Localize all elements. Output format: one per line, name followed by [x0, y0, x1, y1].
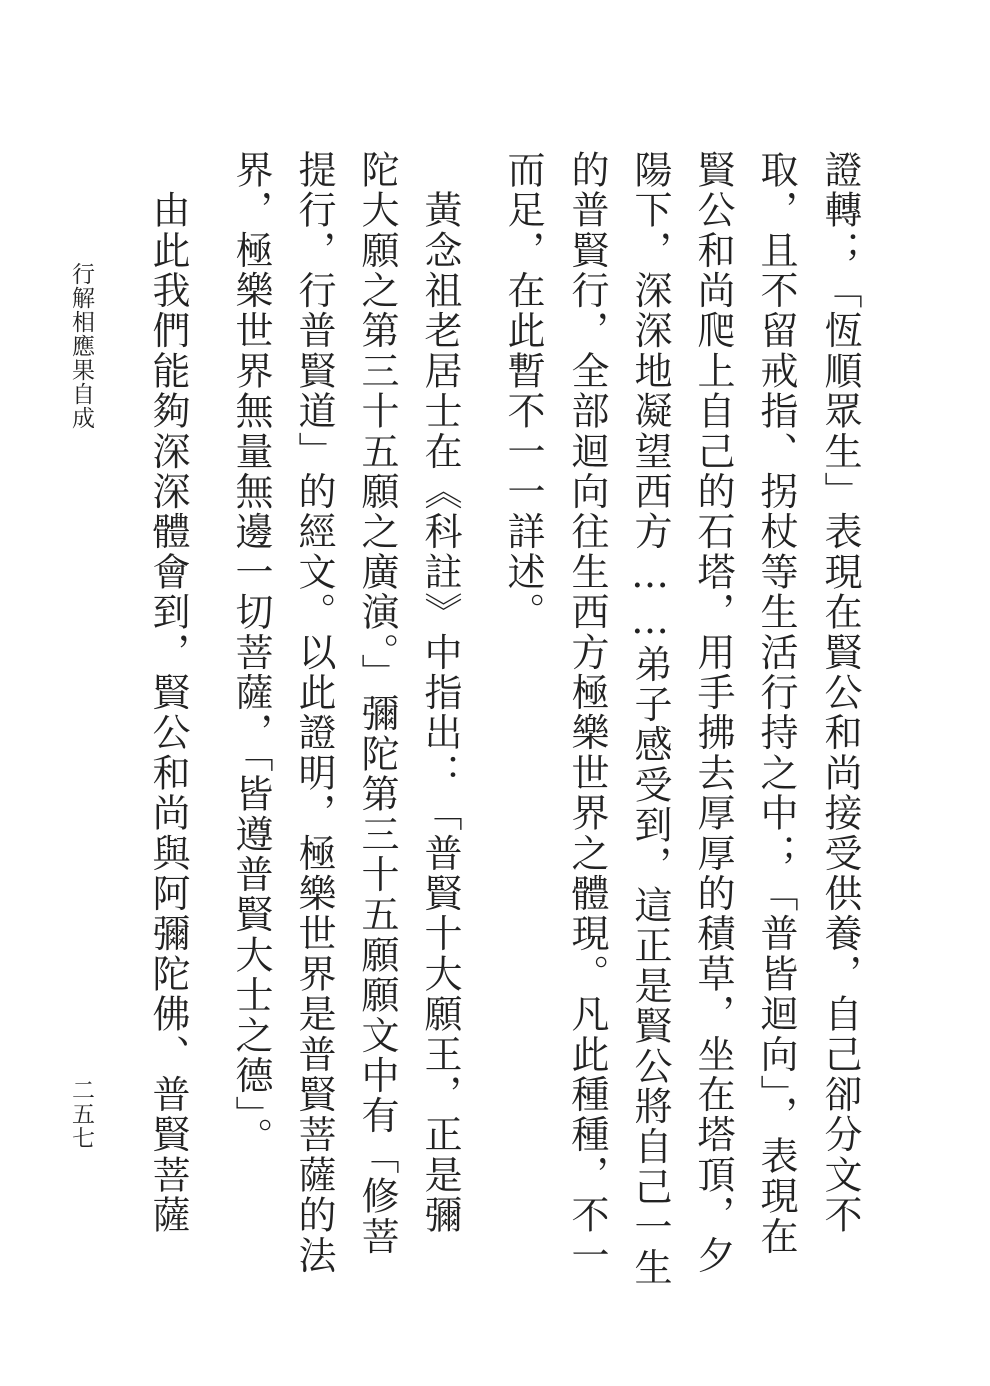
text-column: 賢公和尚爬上自己的石塔，用手拂去厚厚的積草，坐在塔頂，夕 — [691, 150, 735, 1276]
text-column: 的普賢行，全部迴向往生西方極樂世界之體現。凡此種種，不一 — [565, 150, 609, 1276]
text-column: 證轉；「恆順眾生」表現在賢公和尚接受供養，自己卻分文不 — [818, 150, 862, 1236]
text-column: 界，極樂世界無量無邊一切菩薩，「皆遵普賢大士之德」。 — [229, 150, 273, 1158]
text-column: 黃念祖老居士在《科註》中指出：「普賢十大願王，正是彌 — [418, 150, 462, 1236]
text-column: 由此我們能夠深深體會到，賢公和尚與阿彌陀佛、普賢菩薩 — [146, 150, 190, 1236]
text-column: 陽下，深深地凝望西方……弟子感受到，這正是賢公將自己一生 — [628, 150, 672, 1288]
text-column: 提行，行普賢道」的經文。以此證明，極樂世界是普賢菩薩的法 — [292, 150, 336, 1276]
text-column: 而足，在此暫不一一詳述。 — [501, 150, 545, 633]
text-column: 取，且不留戒指、拐杖等生活行持之中；「普皆迴向」，表現在 — [754, 150, 798, 1257]
page-number: 二五七 — [68, 1078, 94, 1150]
text-column: 陀大願之第三十五願之廣演。」彌陀第三十五願願文中有「修菩 — [355, 150, 399, 1257]
section-title: 行解相應果自成 — [68, 262, 94, 430]
